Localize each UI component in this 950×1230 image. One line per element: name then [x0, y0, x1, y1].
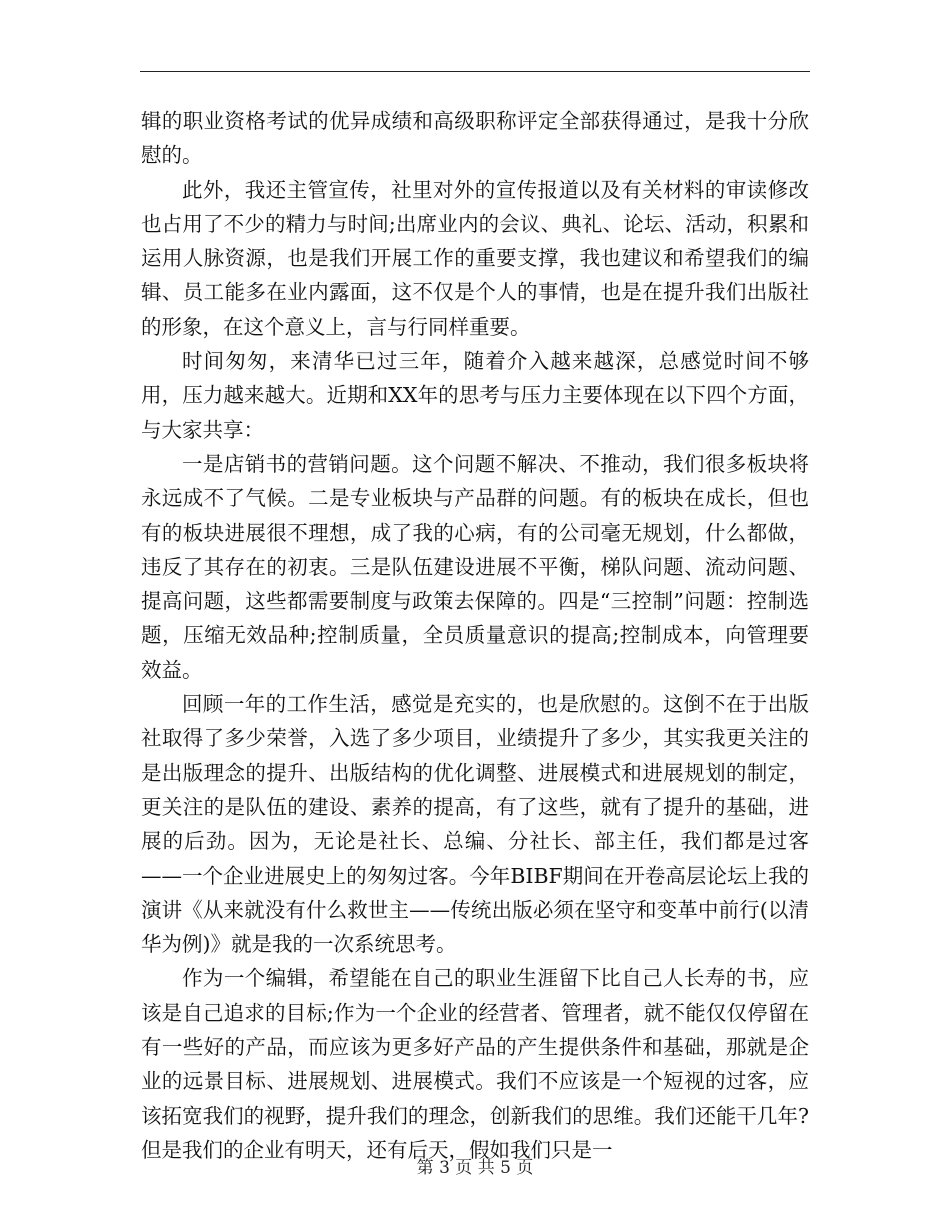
header-rule — [140, 71, 810, 72]
page-number-footer: 第 3 页 共 5 页 — [416, 1158, 534, 1178]
paragraph-4: 一是店销书的营销问题。这个问题不解决、不推动，我们很多板块将永远成不了气候。二是专业板块与产品群的问题。有的板块在成长，但也有的板块进展很不理想，成了我的心病，有的公司毫无规划，什么都做，违反了其存在的初衷。三是队伍建设进展不平衡，梯队问题、流动问题、提高问题，这些都需要制度与政策去保障的。四是“三控制”问题：控制选题，压缩无效品种;控制质量，全员质量意识的提高;控制成本，向管理要效益。 — [141, 451, 809, 682]
paragraph-6: 作为一个编辑，希望能在自己的职业生涯留下比自己人长寿的书，应该是自己追求的目标;作为一个企业的经营者、管理者，就不能仅仅停留在有一些好的产品，而应该为更多好产品的产生提供条件和基础，那就是企业的远景目标、进展规划、进展模式。我们不应该是一个短视的过客，应该拓宽我们的视野，提升我们的理念，创新我们的思维。我们还能干几年?但是我们的企业有明天，还有后天，假如我们只是一 — [141, 966, 809, 1162]
paragraph-3: 时间匆匆，来清华已过三年，随着介入越来越深，总感觉时间不够用，压力越来越大。近期和XX年的思考与压力主要体现在以下四个方面，与大家共享： — [141, 349, 809, 442]
document-body — [141, 104, 809, 1167]
paragraph-1: 辑的职业资格考试的优异成绩和高级职称评定全部获得通过，是我十分欣慰的。 — [141, 109, 809, 168]
paragraph-5: 回顾一年的工作生活，感觉是充实的，也是欣慰的。这倒不在于出版社取得了多少荣誉，入选了多少项目，业绩提升了多少，其实我更关注的是出版理念的提升、出版结构的优化调整、进展模式和进展规划的制定，更关注的是队伍的建设、素养的提高，有了这些，就有了提升的基础，进展的后劲。因为，无论是社长、总编、分社长、部主任，我们都是过客——一个企业进展史上的匆匆过客。今年BIBF期间在开卷高层论坛上我的演讲《从来就没有什么救世主——传统出版必须在坚守和变革中前行(以清华为例)》就是我的一次系统思考。 — [141, 692, 809, 957]
paragraph-2: 此外，我还主管宣传，社里对外的宣传报道以及有关材料的审读修改也占用了不少的精力与时间;出席业内的会议、典礼、论坛、活动，积累和运用人脉资源，也是我们开展工作的重要支撑，我也建议和希望我们的编辑、员工能多在业内露面，这不仅是个人的事情，也是在提升我们出版社的形象，在这个意义上，言与行同样重要。 — [141, 177, 809, 339]
